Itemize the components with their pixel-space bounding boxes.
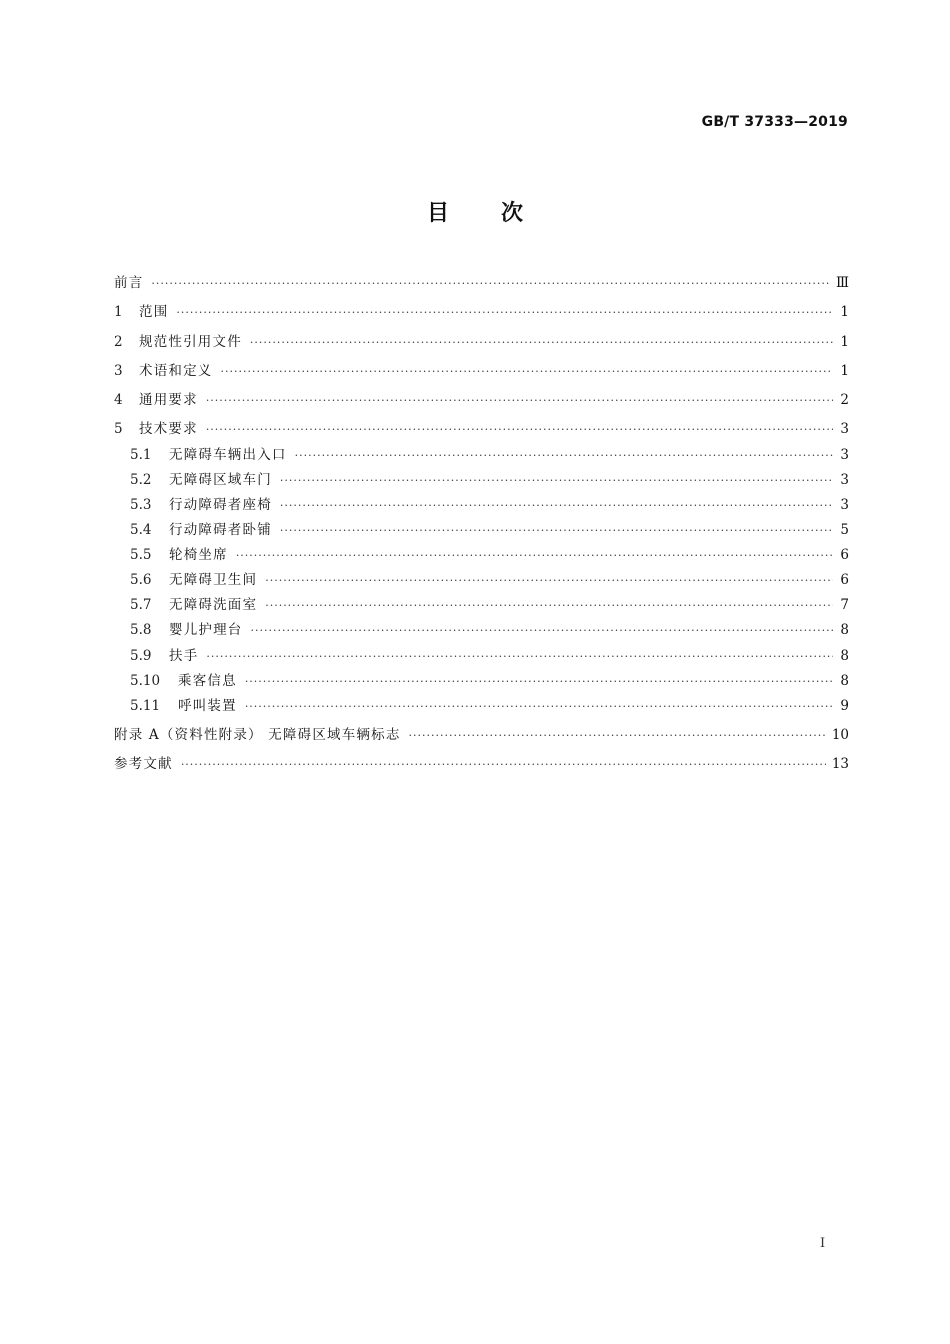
toc-entry-number: 5.8 (130, 622, 152, 639)
toc-entry-page: 3 (840, 446, 849, 463)
dot-leader (221, 357, 834, 386)
toc-entry-page: 5 (840, 522, 849, 539)
dot-leader (265, 568, 833, 593)
toc-entry-label: 呼叫装置 (178, 697, 237, 714)
toc-entry-number: 5.6 (130, 572, 152, 589)
toc-entry-label: 范围 (139, 304, 169, 321)
toc-entry-label: 附录 A（资料性附录） 无障碍区域车辆标志 (114, 726, 401, 743)
toc-entry-page: 8 (840, 647, 849, 664)
toc-entry-label: 通用要求 (139, 392, 198, 409)
toc-entry-number: 5.1 (130, 446, 152, 463)
toc-entry-label: 前言 (114, 275, 144, 291)
toc-entry-label: 行动障碍者卧铺 (169, 522, 272, 539)
page-number: I (820, 1236, 826, 1251)
toc-entry-label: 轮椅坐席 (169, 547, 228, 564)
toc-entry-1[interactable] (114, 298, 849, 327)
dot-leader (181, 750, 826, 779)
toc-entry-5-2[interactable] (114, 468, 849, 493)
toc-entry-label: 术语和定义 (139, 362, 213, 379)
toc-entry-5-11[interactable] (114, 694, 849, 719)
toc-entry-page: 6 (840, 572, 849, 589)
toc-entry-5-10[interactable] (114, 669, 849, 694)
standard-number: GB/T 37333—2019 (701, 114, 848, 130)
dot-leader (206, 386, 833, 415)
toc-entry-label: 无障碍车辆出入口 (169, 446, 287, 463)
toc-entry-label: 无障碍区域车门 (169, 471, 272, 488)
toc-entry-number: 5.9 (130, 647, 152, 664)
dot-leader (280, 493, 833, 518)
toc-entry-label: 婴儿护理台 (169, 622, 243, 639)
toc-entry-page: 6 (840, 547, 849, 564)
toc-entry-5-9[interactable] (114, 644, 849, 669)
toc-entry-page: 3 (840, 471, 849, 488)
toc-entry-5[interactable] (114, 415, 849, 444)
toc-entry-5-7[interactable] (114, 593, 849, 618)
toc-entry-bibliography[interactable] (114, 750, 849, 779)
toc-entry-label: 扶手 (169, 647, 199, 664)
toc-entry-label: 乘客信息 (178, 672, 237, 689)
toc-entry-number: 5.4 (130, 522, 152, 539)
toc-entry-number: 1 (114, 304, 123, 321)
toc-entry-page: 8 (840, 672, 849, 689)
toc-entry-page: 1 (840, 333, 849, 350)
dot-leader (206, 644, 833, 669)
toc-entry-5-5[interactable] (114, 543, 849, 568)
toc-entry-number: 5 (114, 421, 123, 438)
toc-entry-number: 5.3 (130, 496, 152, 513)
toc-entry-page: 9 (840, 697, 849, 714)
toc-entry-number: 5.5 (130, 547, 152, 564)
toc-entry-label: 规范性引用文件 (139, 333, 242, 350)
dot-leader (236, 543, 833, 568)
toc-entry-label: 技术要求 (139, 421, 198, 438)
toc-entry-5-6[interactable] (114, 568, 849, 593)
toc-entry-foreword[interactable] (114, 269, 849, 298)
toc-entry-page: 3 (840, 496, 849, 513)
dot-leader (265, 593, 833, 618)
toc-entry-number: 5.2 (130, 471, 152, 488)
toc-entry-2[interactable] (114, 328, 849, 357)
toc-entry-page: Ⅲ (835, 275, 849, 291)
toc-entry-page: 7 (840, 597, 849, 614)
toc-entry-page: 10 (831, 726, 849, 743)
dot-leader (176, 298, 833, 327)
toc-entry-number: 3 (114, 362, 123, 379)
toc-entry-number: 5.7 (130, 597, 152, 614)
toc-entry-page: 1 (840, 362, 849, 379)
toc-entry-3[interactable] (114, 357, 849, 386)
dot-leader (409, 721, 826, 750)
toc-entry-5-8[interactable] (114, 618, 849, 643)
page-title: 目次 (426, 201, 575, 226)
table-of-contents (114, 269, 849, 779)
toc-entry-number: 4 (114, 392, 123, 409)
toc-entry-label: 无障碍卫生间 (169, 572, 258, 589)
toc-entry-4[interactable] (114, 386, 849, 415)
toc-entry-page: 8 (840, 622, 849, 639)
toc-entry-label: 行动障碍者座椅 (169, 496, 272, 513)
toc-entry-number: 5.11 (130, 697, 161, 714)
toc-entry-label: 参考文献 (114, 756, 173, 773)
dot-leader (250, 328, 833, 357)
toc-entry-page: 1 (840, 304, 849, 321)
dot-leader (151, 269, 830, 298)
dot-leader (245, 669, 833, 694)
dot-leader (280, 468, 833, 493)
toc-entry-number: 2 (114, 333, 123, 350)
dot-leader (245, 694, 833, 719)
dot-leader (280, 518, 833, 543)
toc-entry-page: 13 (831, 756, 849, 773)
toc-entry-number: 5.10 (130, 672, 161, 689)
toc-entry-page: 3 (840, 421, 849, 438)
dot-leader (295, 443, 833, 468)
dot-leader (251, 618, 834, 643)
toc-entry-label: 无障碍洗面室 (169, 597, 258, 614)
toc-entry-page: 2 (840, 392, 849, 409)
dot-leader (206, 415, 833, 444)
toc-entry-5-1[interactable] (114, 443, 849, 468)
toc-entry-annex-a[interactable] (114, 721, 849, 750)
toc-entry-5-3[interactable] (114, 493, 849, 518)
toc-entry-5-4[interactable] (114, 518, 849, 543)
